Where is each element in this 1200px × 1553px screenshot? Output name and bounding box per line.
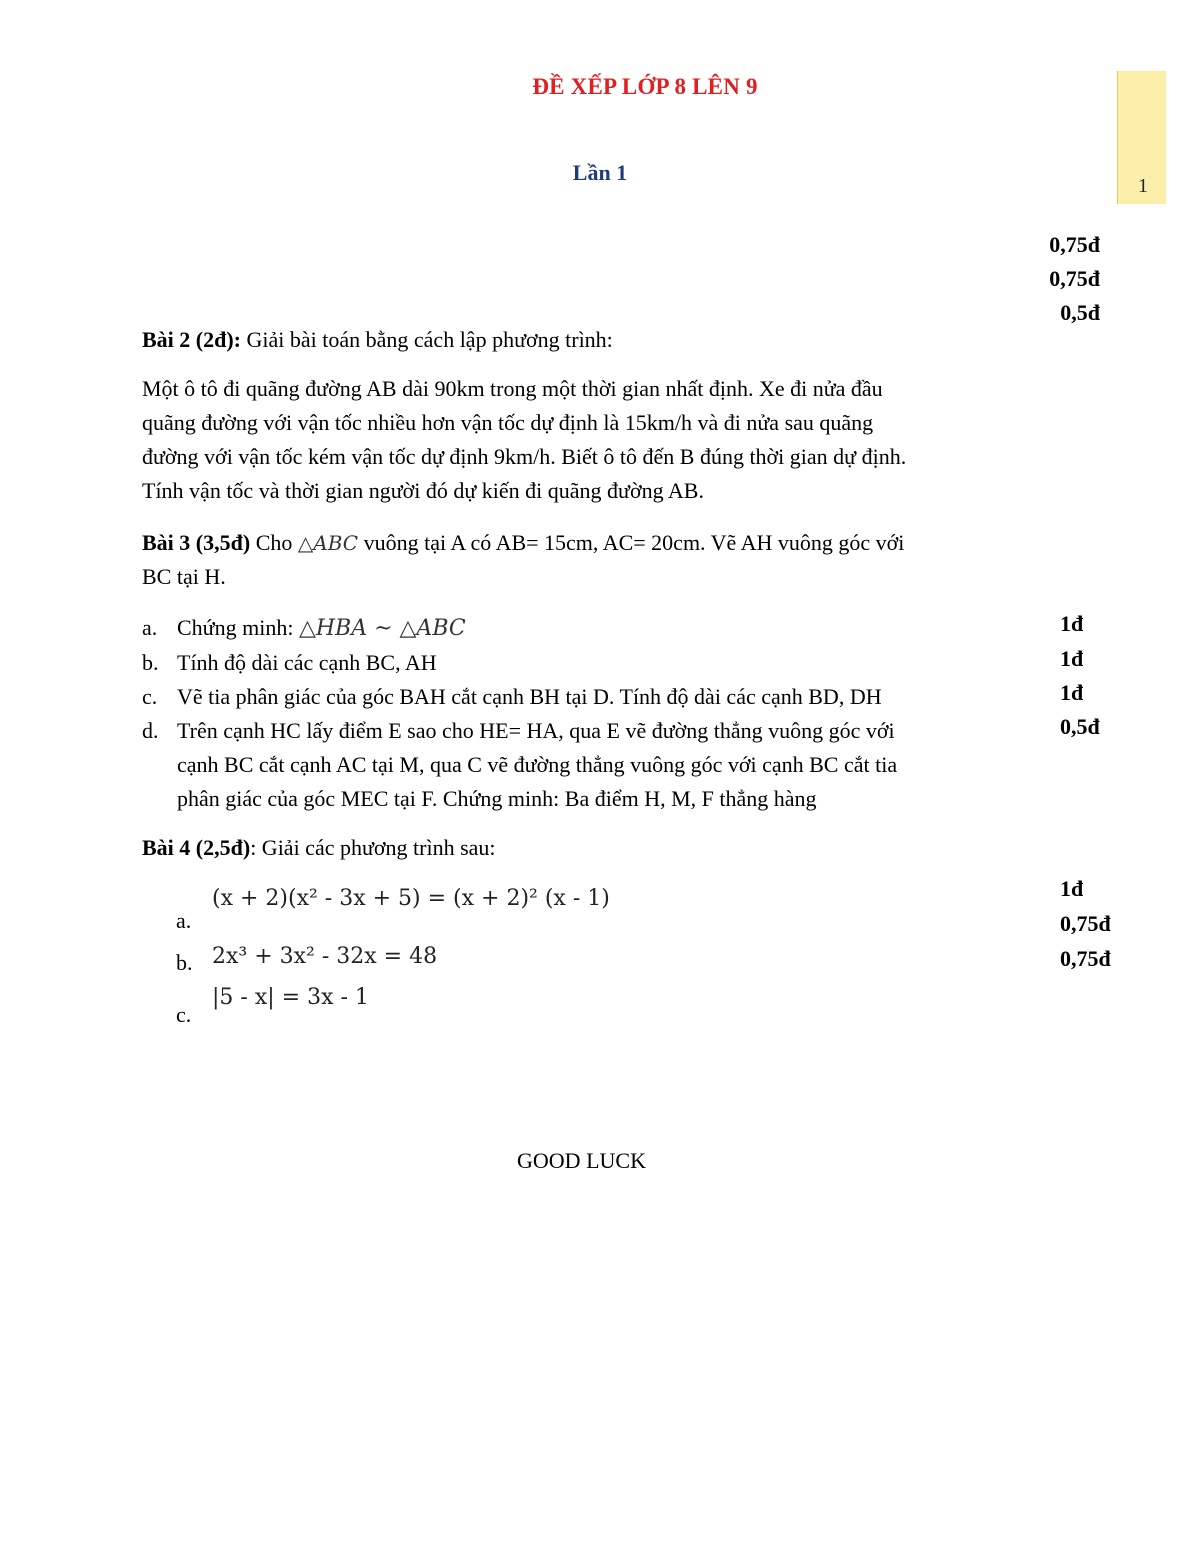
page-number: 1 bbox=[1138, 175, 1148, 197]
item-text: Chứng minh: bbox=[177, 615, 299, 640]
bai3-cho: Cho bbox=[250, 530, 298, 555]
eq-b-score: 0,75đ bbox=[1060, 911, 1111, 936]
eq-b-label: b. bbox=[176, 950, 193, 975]
footer-text: GOOD LUCK bbox=[517, 1148, 646, 1173]
score-1: 0,75đ bbox=[1049, 232, 1100, 257]
eq-a-label: a. bbox=[176, 908, 192, 933]
eq-c-score: 0,75đ bbox=[1060, 946, 1111, 971]
score-2: 0,75đ bbox=[1049, 266, 1100, 291]
bai3-line-2: BC tại H. bbox=[142, 564, 226, 589]
item-text-line-1: Trên cạnh HC lấy điểm E sao cho HE= HA, qua E vẽ đường thẳng vuông góc với bbox=[177, 718, 895, 743]
item-marker: a. bbox=[142, 615, 158, 640]
item-text: Vẽ tia phân giác của góc BAH cắt cạnh BH tại D. Tính độ dài các cạnh BD, DH bbox=[177, 684, 882, 709]
bai3-heading-line bbox=[142, 526, 904, 560]
bai4-intro: : Giải các phương trình sau: bbox=[250, 835, 496, 860]
eq-b-expression: 2x³ + 3x² - 32x = 48 bbox=[212, 944, 438, 969]
bai2-heading-line bbox=[142, 323, 613, 357]
bai2-line-4: Tính vận tốc và thời gian người đó dự kiến đi quãng đường AB. bbox=[142, 478, 704, 503]
bai2-paragraph bbox=[142, 372, 1056, 508]
item-text-line-3: phân giác của góc MEC tại F. Chứng minh: Ba điểm H, M, F thẳng hàng bbox=[177, 786, 817, 811]
eq-a-expression: (x + 2)(x² - 3x + 5) = (x + 2)² (x - 1) bbox=[212, 886, 610, 911]
item-text: Tính độ dài các cạnh BC, AH bbox=[177, 650, 437, 675]
bai2-line-3: đường với vận tốc kém vận tốc dự định 9km/h. Biết ô tô đến B đúng thời gian dự định. bbox=[142, 444, 907, 469]
bai3-heading: Bài 3 (3,5đ) bbox=[142, 530, 251, 555]
bai4-heading-line bbox=[142, 831, 496, 865]
score-3: 0,5đ bbox=[1060, 300, 1100, 325]
bai3-rest: vuông tại A có AB= 15cm, AC= 20cm. Vẽ AH vuông góc với bbox=[358, 530, 905, 555]
bai2-line-2: quãng đường với vận tốc nhiều hơn vận tốc dự định là 15km/h và đi nửa sau quãng bbox=[142, 410, 874, 435]
bai3-item-b-score: 1đ bbox=[1060, 646, 1084, 671]
eq-c-expression: |5 - x| = 3x - 1 bbox=[212, 985, 369, 1010]
bai4-heading: Bài 4 (2,5đ) bbox=[142, 835, 251, 860]
bai3-item-d-score: 0,5đ bbox=[1060, 714, 1100, 739]
triangle-abc-math: △ABC bbox=[297, 531, 359, 555]
bai3-item-c-score: 1đ bbox=[1060, 680, 1084, 705]
document-subtitle: Lần 1 bbox=[572, 160, 628, 185]
document-title: ĐỀ XẾP LỚP 8 LÊN 9 bbox=[532, 74, 758, 99]
item-marker: d. bbox=[142, 718, 159, 743]
bai2-heading: Bài 2 (2đ): bbox=[142, 327, 241, 352]
bai3-item-a-score: 1đ bbox=[1060, 611, 1084, 636]
eq-a-score: 1đ bbox=[1060, 876, 1084, 901]
similarity-math: △HBA ~ △ABC bbox=[298, 616, 466, 641]
eq-c-label: c. bbox=[176, 1002, 192, 1027]
bai2-intro: Giải bài toán bằng cách lập phương trình: bbox=[241, 327, 613, 352]
item-marker: b. bbox=[142, 650, 159, 675]
bai2-line-1: Một ô tô đi quãng đường AB dài 90km trong một thời gian nhất định. Xe đi nửa đầu bbox=[142, 376, 883, 401]
item-text-line-2: cạnh BC cắt cạnh AC tại M, qua C vẽ đường thẳng vuông góc với cạnh BC cắt tia bbox=[177, 752, 898, 777]
item-marker: c. bbox=[142, 684, 158, 709]
